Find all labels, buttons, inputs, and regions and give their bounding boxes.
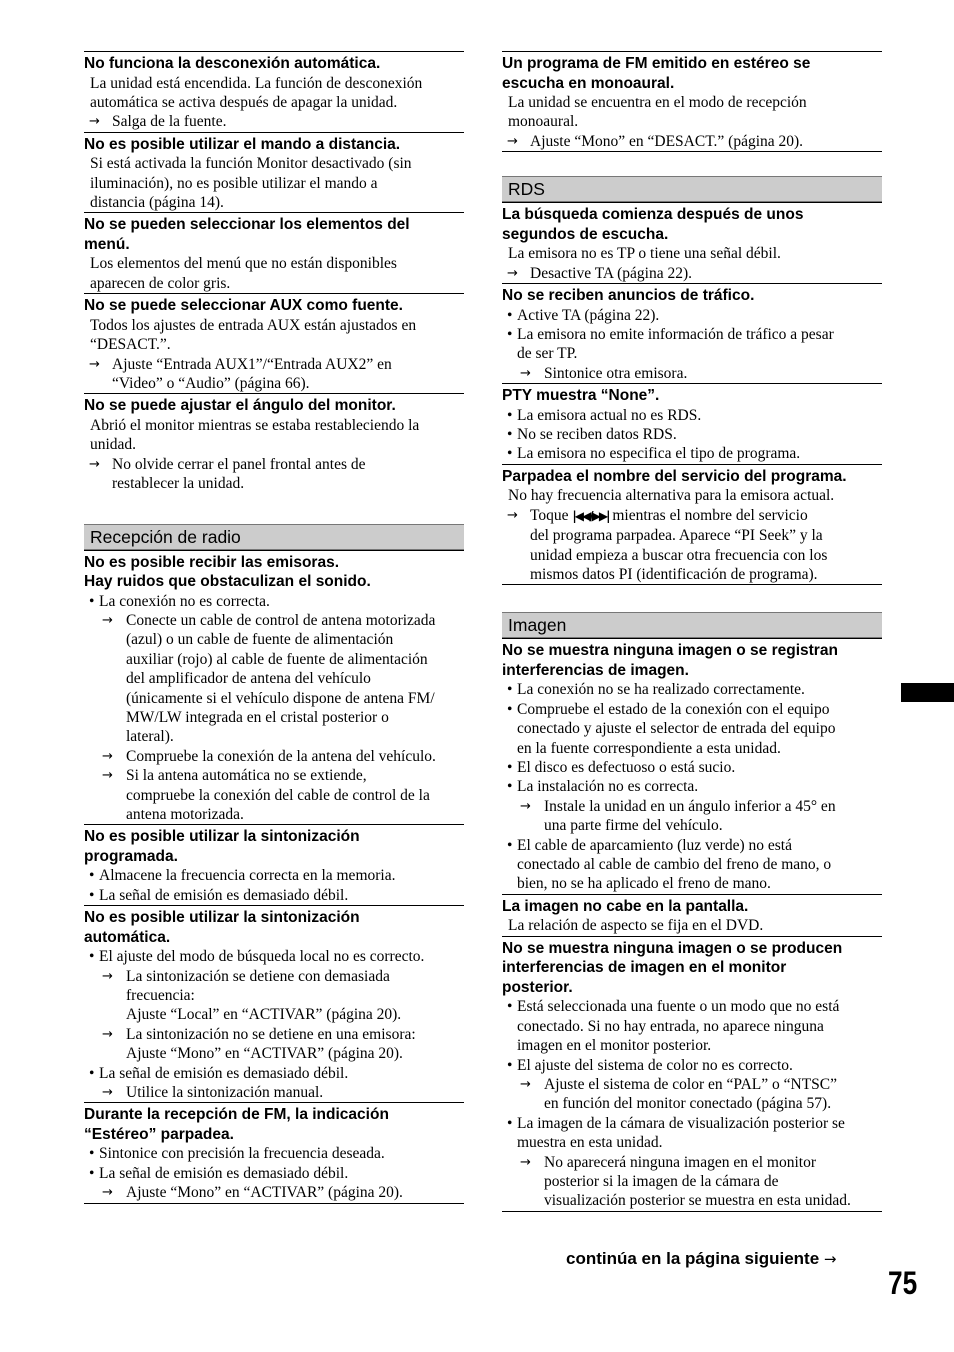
solution-line <box>502 506 882 526</box>
problem-title-line: Un programa de FM emitido en estéreo se <box>502 55 811 72</box>
troubleshooting-entry <box>502 894 882 936</box>
cause-bullet-line: imagen en el monitor posterior. <box>517 1037 712 1055</box>
troubleshooting-entry <box>502 638 882 893</box>
problem-title-line: Durante la recepción de FM, la indicación <box>84 1106 389 1124</box>
cause-line: distancia (página 14). <box>90 194 224 212</box>
solution-line: mismos datos PI (identificación de programa). <box>530 566 818 583</box>
solution-line: posterior si la imagen de la cámara de <box>544 1172 779 1190</box>
cause-bullet-line: • El disco es defectuoso o está sucio. <box>502 758 882 777</box>
section-spacer <box>502 585 882 612</box>
problem-title <box>84 133 464 155</box>
cause-bullet-line: • La señal de emisión es demasiado débil. <box>84 1164 464 1183</box>
cause-line: monoaural. <box>508 113 579 131</box>
cause-bullet-line: • El ajuste del sistema de color no es correcto. <box>502 1056 882 1075</box>
problem-title-line: No se pueden seleccionar los elementos del <box>84 216 410 234</box>
side-thumb-tab <box>901 683 954 702</box>
cause-bullet-line: • La emisora actual no es RDS. <box>502 406 882 425</box>
cause-bullet-line: • La imagen de la cámara de visualización posterior se <box>502 1114 882 1133</box>
left-entries-group-1 <box>84 51 464 494</box>
problem-title-line: La búsqueda comienza después de unos <box>502 206 804 224</box>
problem-title-line: Parpadea el nombre del servicio del programa. <box>502 467 847 485</box>
problem-title-line: PTY muestra “None”. <box>502 387 660 405</box>
section-spacer <box>84 494 464 524</box>
problem-title-line: “Estéreo” parpadea. <box>84 1125 234 1143</box>
solution-line: Ajuste “Mono” en “ACTIVAR” (página 20). <box>126 1045 403 1063</box>
problem-title-line: No es posible utilizar la sintonización <box>84 828 360 846</box>
cause-bullet-line: de ser TP. <box>517 345 578 363</box>
solution-line: restablecer la unidad. <box>112 475 245 493</box>
problem-title <box>502 895 882 917</box>
continue-note <box>566 1248 836 1270</box>
solution-line: una parte firme del vehículo. <box>544 817 723 835</box>
troubleshooting-entry <box>502 51 882 152</box>
problem-title-line: posterior. <box>502 978 573 996</box>
troubleshooting-entry <box>502 464 882 586</box>
cause-bullet-line: • La conexión no se ha realizado correctamente. <box>502 680 882 699</box>
solution-line: → Ajuste “Mono” en “ACTIVAR” (página 20). <box>84 1183 464 1202</box>
problem-title-line: No es posible utilizar la sintonización <box>84 909 360 927</box>
cause-bullet-line: • Active TA (página 22). <box>502 306 882 325</box>
solution-line: → Conecte un cable de control de antena motorizada <box>84 611 464 630</box>
cause-bullet-line: • Compruebe el estado de la conexión con el equipo <box>502 700 882 719</box>
problem-title <box>502 284 882 306</box>
problem-title <box>84 52 464 74</box>
solution-line: → Salga de la fuente. <box>84 112 464 131</box>
solution-line: → Si la antena automática no se extiende, <box>84 766 464 785</box>
page-number: 75 <box>888 1265 918 1301</box>
troubleshooting-entry <box>84 212 464 293</box>
solution-line: del amplificador de antena del vehículo <box>126 670 371 688</box>
cause-line: unidad. <box>90 436 137 454</box>
problem-title <box>502 639 882 680</box>
troubleshooting-entry <box>502 383 882 464</box>
cause-bullet-line: bien, no se ha aplicado el freno de mano. <box>517 875 771 893</box>
cause-line: “DESACT.”. <box>90 336 171 354</box>
section-header-radio: Recepción de radio <box>84 524 464 550</box>
cause-line: iluminación), no es posible utilizar el mando a <box>90 174 378 192</box>
solution-line: → La sintonización se detiene con demasiada <box>84 967 464 986</box>
cause-line: La relación de aspecto se fija en el DVD. <box>508 917 764 935</box>
cause-bullet-line: • La instalación no es correcta. <box>502 777 882 796</box>
cause-bullet-line: • La señal de emisión es demasiado débil. <box>84 1064 464 1083</box>
prev-next-icon: |◀◀/▶▶| <box>572 508 609 523</box>
section-header-imagen: Imagen <box>502 612 882 638</box>
problem-title-line: menú. <box>84 235 130 253</box>
right-entries-rds <box>502 202 882 585</box>
problem-title-line: interferencias de imagen. <box>502 661 689 679</box>
solution-line: antena motorizada. <box>126 805 244 823</box>
cause-line: Abrió el monitor mientras se estaba restableciendo la <box>90 416 420 434</box>
solution-line: en función del monitor conectado (página 57). <box>544 1095 832 1113</box>
solution-line: → Ajuste “Entrada AUX1”/“Entrada AUX2” en <box>84 355 464 374</box>
solution-line: → Utilice la sintonización manual. <box>84 1083 464 1102</box>
solution-line: unidad empieza a buscar otra frecuencia con los <box>530 546 828 564</box>
problem-title-line: No es posible recibir las emisoras. <box>84 553 340 571</box>
cause-bullet-line: • La señal de emisión es demasiado débil. <box>84 886 464 905</box>
problem-title <box>84 394 464 416</box>
solution-line: → Ajuste “Mono” en “DESACT.” (página 20). <box>502 132 882 151</box>
troubleshooting-entry <box>84 824 464 905</box>
troubleshooting-entry <box>84 393 464 493</box>
cause-bullet-line: • La emisora no especifica el tipo de programa. <box>502 444 882 463</box>
cause-line: La unidad se encuentra en el modo de recepción <box>508 94 807 111</box>
section-spacer <box>502 152 882 176</box>
solution-line: → La sintonización no se detiene en una emisora: <box>84 1025 464 1044</box>
problem-title-line: segundos de escucha. <box>502 225 669 243</box>
solution-line: → Desactive TA (página 22). <box>502 264 882 283</box>
solution-line: lateral). <box>126 728 174 746</box>
problem-title-line: No funciona la desconexión automática. <box>84 55 381 72</box>
troubleshooting-entry <box>502 936 882 1212</box>
cause-bullet-line: • La emisora no emite información de tráfico a pesar <box>502 325 882 344</box>
solution-line: → No olvide cerrar el panel frontal antes de <box>84 455 464 474</box>
cause-line: Los elementos del menú que no están disponibles <box>90 255 397 273</box>
cause-line: automática se activa después de apagar la unidad. <box>90 93 398 111</box>
problem-title <box>502 937 882 998</box>
solution-line: → No aparecerá ninguna imagen en el monitor <box>502 1153 882 1172</box>
troubleshooting-entry <box>502 283 882 383</box>
cause-line: No hay frecuencia alternativa para la emisora actual. <box>508 487 835 505</box>
cause-line: Si está activada la función Monitor desactivado (sin <box>90 155 412 173</box>
troubleshooting-entry <box>84 550 464 825</box>
cause-line: La emisora no es TP o tiene una señal débil. <box>508 245 781 263</box>
problem-title-line: Hay ruidos que obstaculizan el sonido. <box>84 573 371 590</box>
cause-line: aparecen de color gris. <box>90 274 231 292</box>
problem-title-line: interferencias de imagen en el monitor <box>502 959 787 977</box>
problem-title-line: No se muestra ninguna imagen o se producen <box>502 939 843 957</box>
cause-bullet-line: • La conexión no es correcta. <box>84 592 464 611</box>
cause-bullet-line: conectado al cable de cambio del freno de mano, o <box>517 856 832 874</box>
cause-bullet-line: • No se reciben datos RDS. <box>502 425 882 444</box>
solution-line: Ajuste “Local” en “ACTIVAR” (página 20). <box>126 1006 402 1024</box>
right-column <box>502 51 882 1212</box>
solution-line: del programa parpadea. Aparece “PI Seek” y la <box>530 527 823 545</box>
problem-title-line: programada. <box>84 847 178 865</box>
solution-line: → Ajuste el sistema de color en “PAL” o “NTSC” <box>502 1075 882 1094</box>
problem-title <box>84 825 464 866</box>
cause-bullet-line: • Está seleccionada una fuente o un modo que no está <box>502 997 882 1016</box>
solution-line: (únicamente si el vehículo dispone de antena FM/ <box>126 689 435 707</box>
cause-bullet-line: en la fuente correspondiente a esta unidad. <box>517 739 781 757</box>
troubleshooting-entry <box>84 293 464 393</box>
section-header-rds: RDS <box>502 176 882 202</box>
solution-line: → Compruebe la conexión de la antena del vehículo. <box>84 747 464 766</box>
problem-title-line: No se reciben anuncios de tráfico. <box>502 287 755 305</box>
problem-title <box>84 906 464 947</box>
left-column <box>84 51 464 1204</box>
problem-title <box>502 52 882 93</box>
problem-title <box>84 1103 464 1144</box>
problem-title <box>502 465 882 487</box>
continue-text: continúa en la página siguiente <box>566 1249 820 1268</box>
troubleshooting-entry <box>84 132 464 213</box>
troubleshooting-entry <box>84 1102 464 1203</box>
problem-title-line: No es posible utilizar el mando a distancia. <box>84 135 401 153</box>
cause-bullet-line: conectado y ajuste el selector de entrada del equipo <box>517 720 836 738</box>
problem-title-line: automática. <box>84 928 171 946</box>
problem-title-line: escucha en monoaural. <box>502 74 675 92</box>
cause-line: Todos los ajustes de entrada AUX están ajustados en <box>90 316 417 334</box>
cause-bullet-line: • El cable de aparcamiento (luz verde) no está <box>502 836 882 855</box>
right-entries-group-0 <box>502 51 882 152</box>
solution-text: Toque <box>530 506 573 524</box>
problem-title-line: No se muestra ninguna imagen o se registran <box>502 642 838 660</box>
cause-bullet-line: • Sintonice con precisión la frecuencia deseada. <box>84 1144 464 1163</box>
solution-line: visualización posterior se muestra en esta unidad. <box>544 1192 851 1210</box>
solution-line: “Video” o “Audio” (página 66). <box>112 374 310 392</box>
solution-text: mientras el nombre del servicio <box>608 506 808 524</box>
problem-title <box>84 294 464 316</box>
problem-title-line: No se puede seleccionar AUX como fuente. <box>84 297 403 315</box>
troubleshooting-entry <box>84 905 464 1102</box>
solution-line: auxiliar (rojo) al cable de fuente de alimentación <box>126 650 428 668</box>
troubleshooting-entry <box>502 202 882 283</box>
left-entries-group-2 <box>84 550 464 1204</box>
cause-bullet-line: • El ajuste del modo de búsqueda local no es correcto. <box>84 947 464 966</box>
cause-bullet-line: conectado. Si no hay entrada, no aparece ninguna <box>517 1017 824 1035</box>
problem-title <box>84 213 464 254</box>
cause-bullet-line: • Almacene la frecuencia correcta en la memoria. <box>84 866 464 885</box>
solution-line: (azul) o un cable de fuente de alimentación <box>126 631 394 649</box>
solution-line: → Sintonice otra emisora. <box>502 364 882 383</box>
problem-title <box>84 551 464 592</box>
solution-line: compruebe la conexión del cable de control de la <box>126 786 430 804</box>
problem-title <box>502 203 882 244</box>
problem-title <box>502 384 882 406</box>
problem-title-line: La imagen no cabe en la pantalla. <box>502 897 749 915</box>
cause-bullet-line: muestra en esta unidad. <box>517 1134 663 1152</box>
right-arrow-icon: → <box>823 1250 837 1268</box>
right-entries-imagen <box>502 638 882 1211</box>
troubleshooting-entry <box>84 51 464 132</box>
solution-line: → Instale la unidad en un ángulo inferior a 45° en <box>502 797 882 816</box>
solution-line: frecuencia: <box>126 987 195 1004</box>
problem-title-line: No se puede ajustar el ángulo del monitor. <box>84 397 396 415</box>
cause-line: La unidad está encendida. La función de desconexión <box>90 74 423 92</box>
solution-line: MW/LW integrada en el cristal posterior o <box>126 708 389 726</box>
